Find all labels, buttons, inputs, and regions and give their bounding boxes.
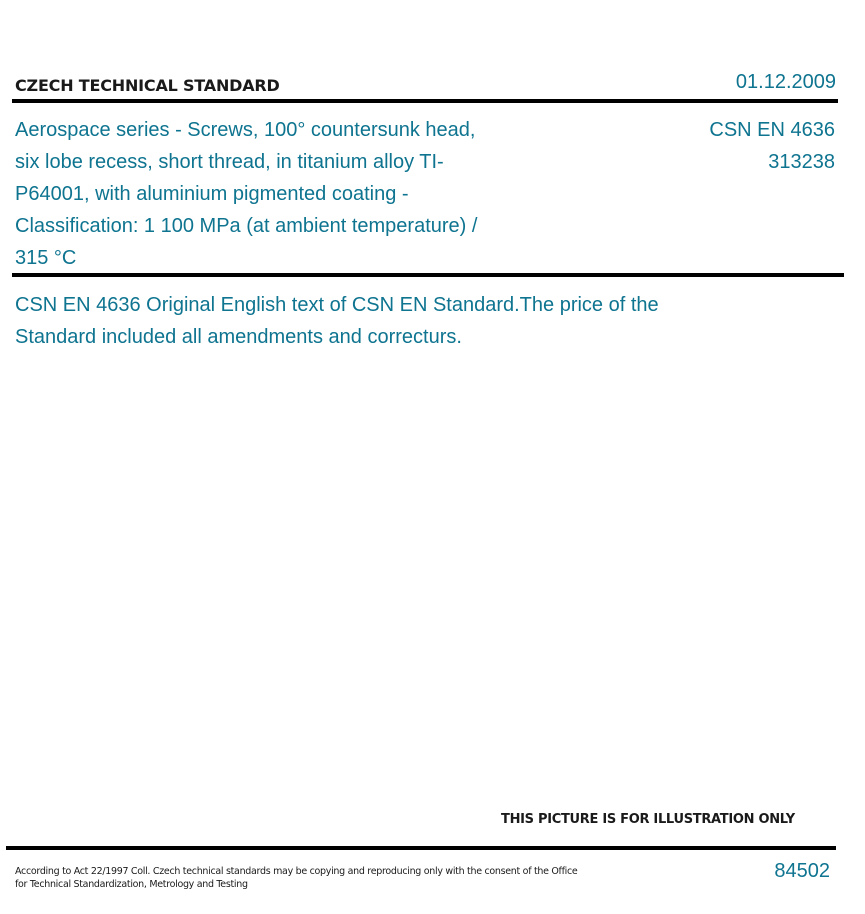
legal-note-line-2: for Technical Standardization, Metrology and Testing bbox=[15, 879, 248, 890]
standard-number: CSN EN 4636 bbox=[709, 119, 835, 141]
header-rule bbox=[12, 99, 838, 103]
catalog-id: 313238 bbox=[768, 151, 835, 173]
standard-description: CSN EN 4636 Original English text of CSN EN Standard.The price of the Standard included all amendments and correcturs. bbox=[15, 294, 659, 348]
legal-note-line-1: According to Act 22/1997 Coll. Czech technical standards may be copying and reproducing only with the consent of the Office bbox=[15, 866, 578, 877]
footer-rule bbox=[6, 846, 836, 850]
title-rule bbox=[12, 273, 844, 277]
page-code: 84502 bbox=[774, 860, 830, 882]
standard-title: Aerospace series - Screws, 100° countersunk head, six lobe recess, short thread, in titanium alloy TI-P64001, with aluminium pigmented coating - Classification: 1 100 MPa (at ambient temperature) / 315 °C bbox=[15, 119, 478, 269]
illustration-note: THIS PICTURE IS FOR ILLUSTRATION ONLY bbox=[501, 812, 795, 827]
publication-date: 01.12.2009 bbox=[735, 71, 836, 93]
standard-identifiers bbox=[709, 114, 835, 178]
legal-note bbox=[15, 865, 585, 891]
document-type-heading: CZECH TECHNICAL STANDARD bbox=[15, 76, 280, 95]
